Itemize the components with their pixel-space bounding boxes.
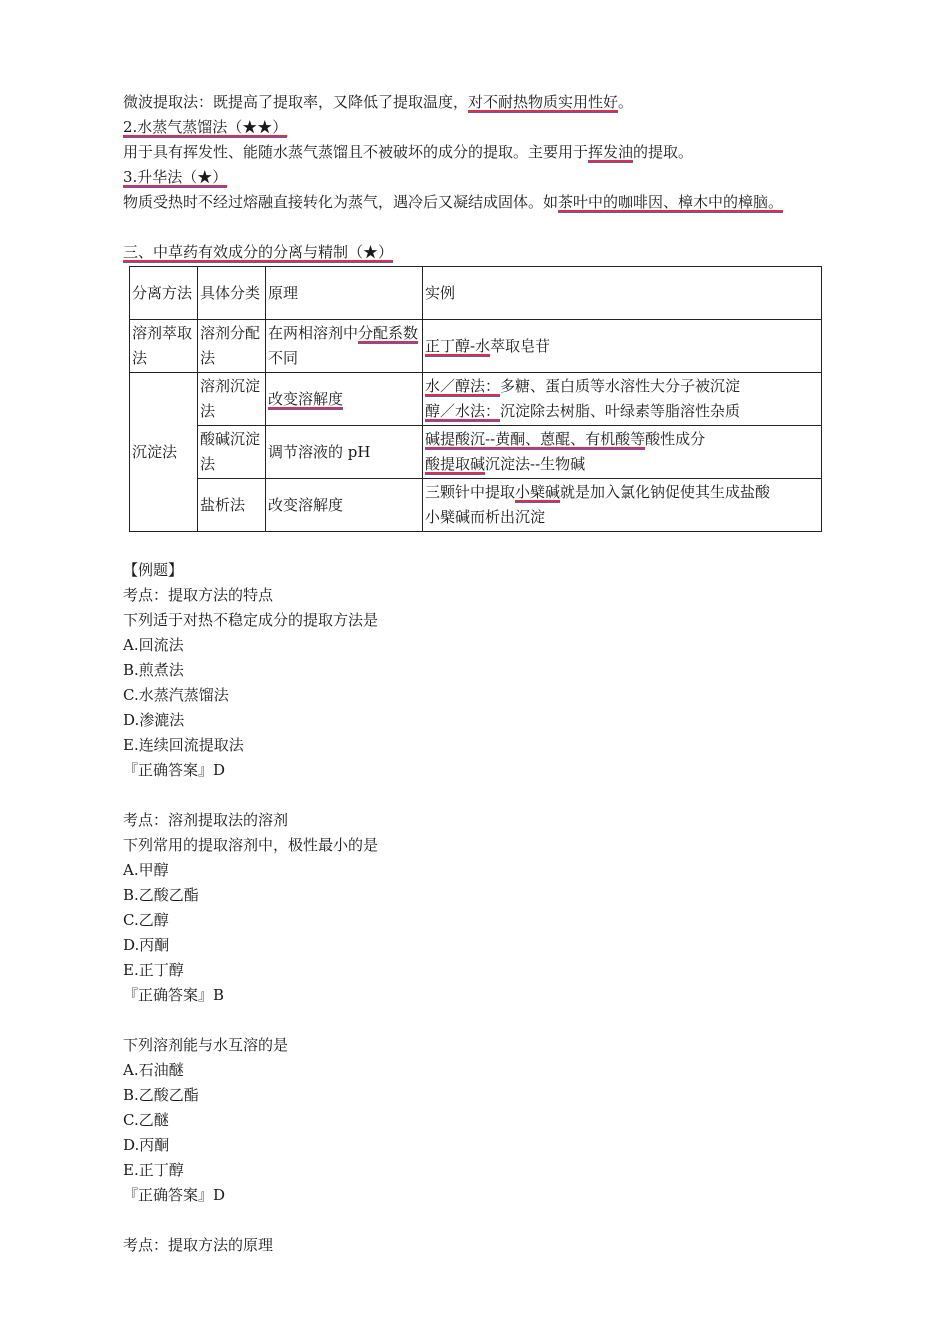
document-page bbox=[123, 90, 863, 1258]
table-header-row bbox=[130, 267, 822, 320]
category-cell: 溶剂沉淀法 bbox=[198, 373, 266, 426]
q2-option: B.乙酸乙酯 bbox=[123, 886, 199, 904]
q3-option: B.乙酸乙酯 bbox=[123, 1086, 199, 1104]
q2-topic: 考点：溶剂提取法的溶剂 bbox=[123, 811, 289, 829]
q2-stem: 下列常用的提取溶剂中，极性最小的是 bbox=[123, 836, 379, 854]
subheading: 3.升华法（★） bbox=[123, 168, 228, 186]
text: 物质受热时不经过熔融直接转化为蒸气，遇冷后又凝结成固体。如 bbox=[123, 193, 559, 211]
text: 微波提取法：既提高了提取率，又降低了提取温度， bbox=[123, 93, 469, 111]
q3-stem: 下列溶剂能与水互溶的是 bbox=[123, 1036, 289, 1054]
q2-option: D.丙酮 bbox=[123, 936, 170, 954]
header-cell: 实例 bbox=[423, 267, 822, 320]
category-cell: 溶剂分配法 bbox=[198, 320, 266, 373]
section-title bbox=[123, 240, 863, 265]
example-cell: 水／醇法：多糖、蛋白质等水溶性大分子被沉淀 醇／水法：沉淀除去树脂、叶绿素等脂溶性杂质 bbox=[423, 373, 822, 426]
highlight: 茶叶中的咖啡因、樟木中的樟脑。 bbox=[558, 193, 784, 211]
sublimation-title bbox=[123, 165, 863, 190]
q1-option: C.水蒸汽蒸馏法 bbox=[123, 686, 229, 704]
q3-option: C.乙醚 bbox=[123, 1111, 169, 1129]
text: 用于具有挥发性、能随水蒸气蒸馏且不被破坏的成分的提取。主要用于 bbox=[123, 143, 589, 161]
text: 的提取。 bbox=[633, 143, 694, 161]
method-cell: 溶剂萃取法 bbox=[130, 320, 198, 373]
q1-topic: 考点：提取方法的特点 bbox=[123, 586, 274, 604]
q2-option: A.甲醇 bbox=[123, 861, 169, 879]
q2-option: C.乙醇 bbox=[123, 911, 169, 929]
q1-option: E.连续回流提取法 bbox=[123, 736, 244, 754]
table-row bbox=[130, 479, 822, 532]
steam-title bbox=[123, 115, 863, 140]
table-row bbox=[130, 320, 822, 373]
table-row bbox=[130, 426, 822, 479]
header-cell: 分离方法 bbox=[130, 267, 198, 320]
table-row bbox=[130, 373, 822, 426]
q2-answer: 『正确答案』B bbox=[123, 986, 225, 1004]
microwave-line bbox=[123, 90, 863, 115]
principle-cell: 在两相溶剂中分配系数不同 bbox=[266, 320, 423, 373]
principle-cell: 改变溶解度 bbox=[266, 373, 423, 426]
principle-cell: 调节溶液的 pH bbox=[266, 426, 423, 479]
header-cell: 原理 bbox=[266, 267, 423, 320]
q1-option: B.煎煮法 bbox=[123, 661, 184, 679]
category-cell: 酸碱沉淀法 bbox=[198, 426, 266, 479]
separation-table bbox=[129, 266, 822, 532]
subheading: 2.水蒸气蒸馏法（★★） bbox=[123, 118, 288, 136]
q3-option: D.丙酮 bbox=[123, 1136, 170, 1154]
method-cell: 沉淀法 bbox=[130, 373, 198, 532]
q1-answer: 『正确答案』D bbox=[123, 761, 226, 779]
sublimation-line bbox=[123, 190, 863, 215]
example-cell: 三颗针中提取小檗碱就是加入氯化钠促使其生成盐酸 小檗碱而析出沉淀 bbox=[423, 479, 822, 532]
section-heading: 三、中草药有效成分的分离与精制（★） bbox=[123, 243, 394, 261]
q1-option: D.渗漉法 bbox=[123, 711, 185, 729]
q3-option: A.石油醚 bbox=[123, 1061, 184, 1079]
steam-line bbox=[123, 140, 863, 165]
highlight: 对不耐热物质实用性好 bbox=[468, 93, 619, 111]
q4-topic: 考点：提取方法的原理 bbox=[123, 1236, 274, 1254]
principle-cell: 改变溶解度 bbox=[266, 479, 423, 532]
category-cell: 盐析法 bbox=[198, 479, 266, 532]
examples-heading: 【例题】 bbox=[123, 561, 184, 579]
q3-answer: 『正确答案』D bbox=[123, 1186, 226, 1204]
example-cell: 正丁醇-水萃取皂苷 bbox=[423, 320, 822, 373]
q1-option: A.回流法 bbox=[123, 636, 184, 654]
highlight: 挥发油 bbox=[588, 143, 634, 161]
q1-stem: 下列适于对热不稳定成分的提取方法是 bbox=[123, 611, 379, 629]
q3-option: E.正丁醇 bbox=[123, 1161, 184, 1179]
q2-option: E.正丁醇 bbox=[123, 961, 184, 979]
example-cell: 碱提酸沉--黄酮、蒽醌、有机酸等酸性成分 酸提取碱沉淀法--生物碱 bbox=[423, 426, 822, 479]
text: 。 bbox=[618, 93, 634, 111]
header-cell: 具体分类 bbox=[198, 267, 266, 320]
